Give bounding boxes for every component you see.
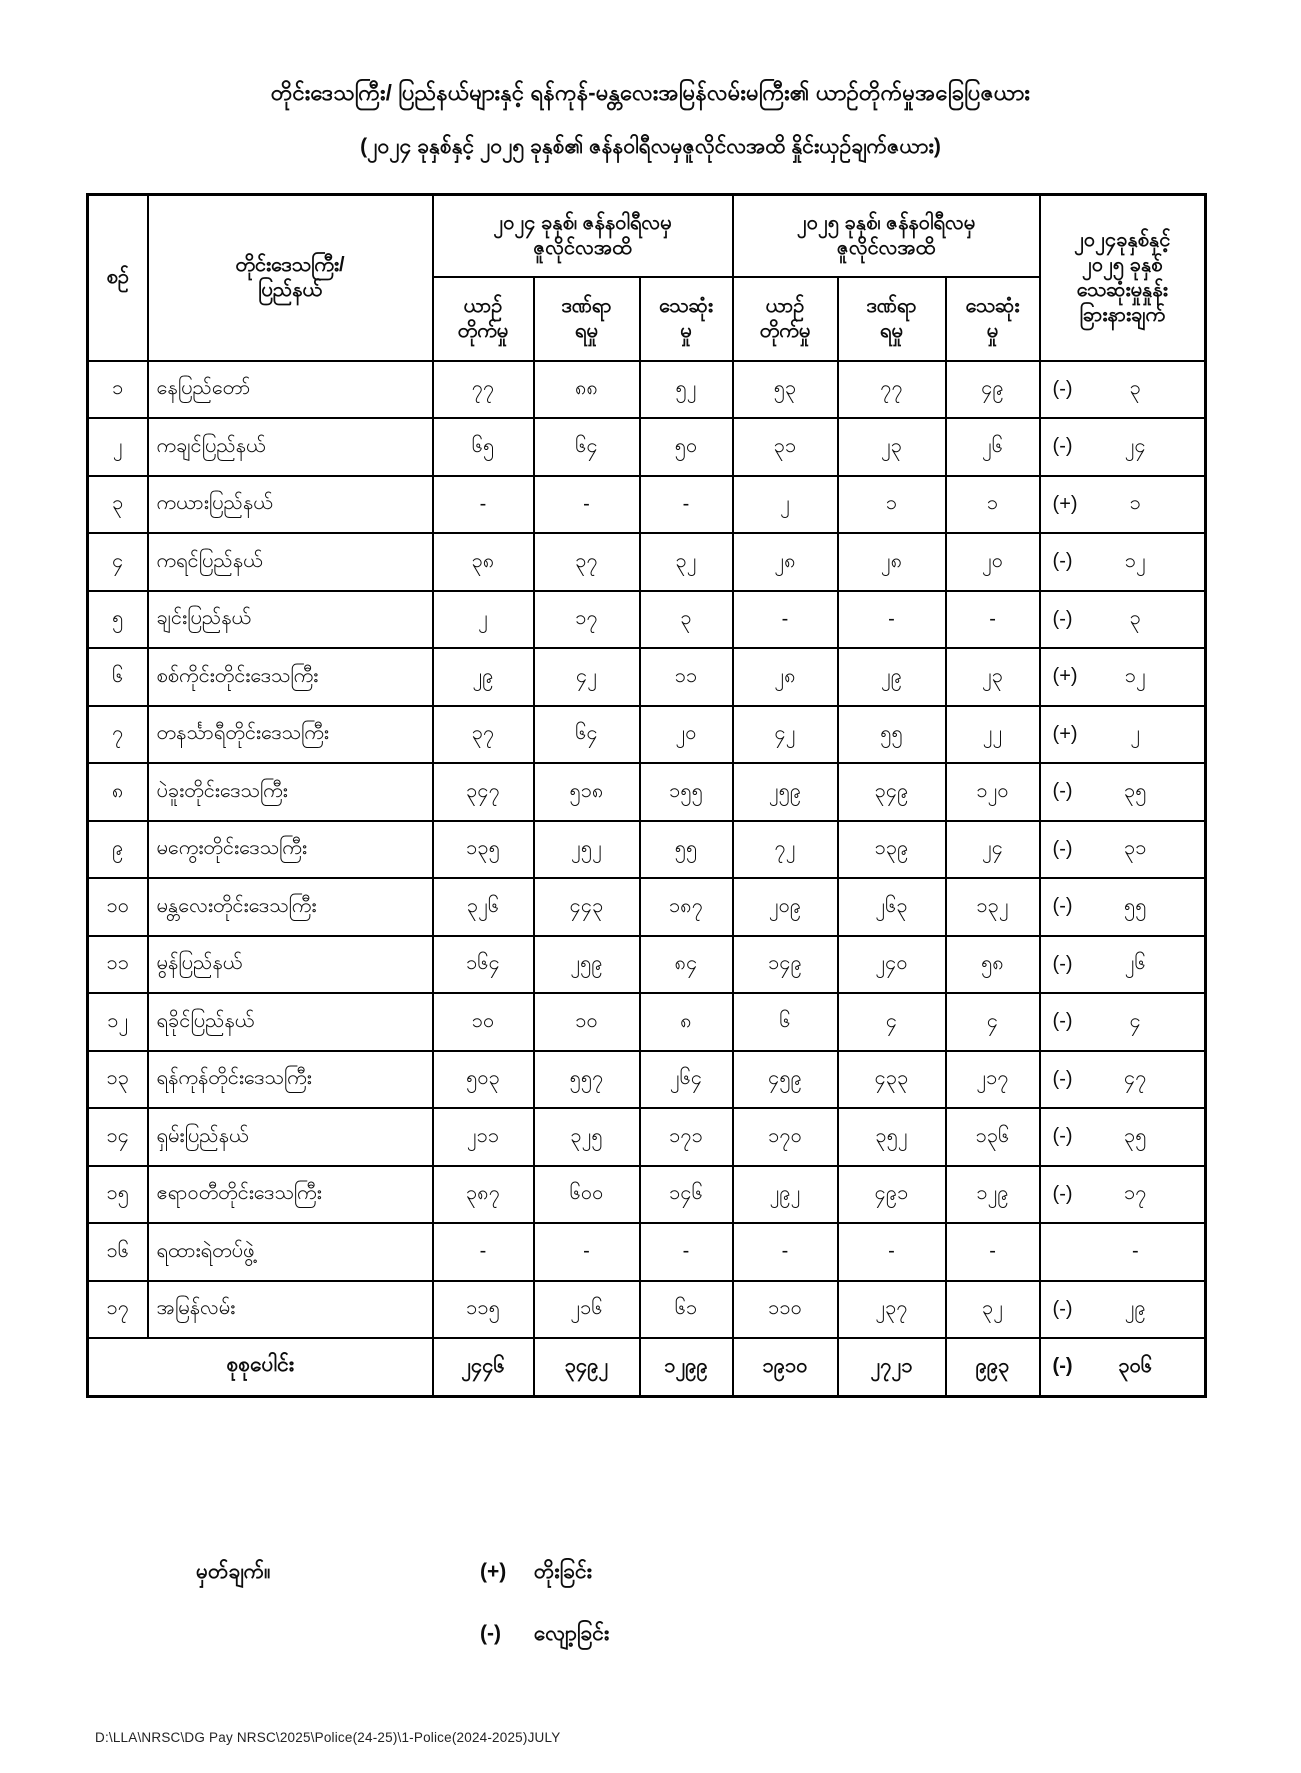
injuries-2025-cell: ၄၃၃ (838, 1051, 946, 1109)
deaths-2024-cell: ၅၂ (640, 361, 733, 419)
table-row (88, 993, 1206, 1051)
col-header-death-diff-line3: သေဆုံးမှုနှုန်း (1076, 278, 1168, 301)
col-header-death-diff (1040, 195, 1206, 361)
serial-cell: ၉ (88, 821, 148, 879)
diff-cell (1040, 361, 1206, 419)
injuries-2025-cell: - (838, 1223, 946, 1281)
col-group-2025-line1: ၂၀၂၅ ခုနှစ်၊ ဇန်နဝါရီလမှ (796, 211, 976, 234)
total-accidents-2024: ၂၄၄၆ (433, 1338, 534, 1396)
region-name-cell: မွန်ပြည်နယ် (148, 936, 433, 994)
note-increase (480, 1558, 592, 1589)
region-name-cell: ရန်ကုန်တိုင်းဒေသကြီး (148, 1051, 433, 1109)
diff-sign: (+) (1052, 665, 1078, 688)
diff-cell (1040, 476, 1206, 534)
table-row (88, 533, 1206, 591)
deaths-2025-cell: - (946, 1223, 1040, 1281)
injuries-2024-cell: ၅၅၇ (534, 1051, 640, 1109)
total-injuries-2024: ၃၄၉၂ (534, 1338, 640, 1396)
total-diff-cell (1040, 1338, 1206, 1396)
diff-cell (1040, 821, 1206, 879)
accidents-2025-cell: ၂၀၉ (733, 878, 838, 936)
col-header-accidents-2024-line2: တိုက်မှု (457, 319, 509, 342)
accidents-2024-cell: ၂ (433, 591, 534, 649)
accidents-2025-cell: ၅၃ (733, 361, 838, 419)
accidents-2025-cell: ၃၁ (733, 418, 838, 476)
diff-sign: (-) (1052, 607, 1073, 630)
deaths-2024-cell: ၅၅ (640, 821, 733, 879)
col-header-deaths-2024-line1: သေဆုံး (659, 294, 713, 317)
note-decrease (480, 1620, 609, 1651)
diff-cell (1040, 763, 1206, 821)
region-name-cell: အမြန်လမ်း (148, 1281, 433, 1339)
injuries-2024-cell: ၂၅၉ (534, 936, 640, 994)
total-deaths-2024: ၁၂၉၉ (640, 1338, 733, 1396)
accidents-2025-cell: ၄၂ (733, 706, 838, 764)
accidents-2024-cell: ၃၄၇ (433, 763, 534, 821)
diff-value: ၃၅ (1124, 779, 1147, 802)
diff-sign: (-) (1052, 837, 1073, 860)
injuries-2024-cell: ၄၄၃ (534, 878, 640, 936)
region-name-cell: ချင်းပြည်နယ် (148, 591, 433, 649)
deaths-2024-cell: - (640, 1223, 733, 1281)
accidents-2025-cell: ၁၇၀ (733, 1108, 838, 1166)
table-row (88, 1108, 1206, 1166)
deaths-2025-cell: ၅၈ (946, 936, 1040, 994)
injuries-2024-cell: ၆၀၀ (534, 1166, 640, 1224)
total-label: စုစုပေါင်း (88, 1338, 433, 1396)
table-row (88, 878, 1206, 936)
injuries-2025-cell: ၃၄၉ (838, 763, 946, 821)
diff-cell (1040, 878, 1206, 936)
injuries-2025-cell: ၁၃၉ (838, 821, 946, 879)
diff-sign: (-) (1052, 1010, 1073, 1033)
col-header-accidents-2025-line1: ယာဉ် (765, 294, 805, 317)
note-increase-sign: (+) (480, 1560, 507, 1583)
col-header-deaths-2024-line2: မှု (680, 319, 692, 342)
serial-cell: ၈ (88, 763, 148, 821)
diff-sign: (+) (1052, 722, 1078, 745)
col-group-2025-line2: ဇူလိုင်လအထိ (836, 236, 936, 259)
col-header-injuries-2025 (838, 277, 946, 361)
accidents-2025-cell: ၂ (733, 476, 838, 534)
diff-value: ၁၂ (1124, 549, 1146, 572)
table-row (88, 418, 1206, 476)
table-row (88, 591, 1206, 649)
injuries-2025-cell: ၂၃ (838, 418, 946, 476)
col-header-region (148, 195, 433, 361)
region-name-cell: နေပြည်တော် (148, 361, 433, 419)
diff-value: ၂ (1130, 722, 1141, 745)
diff-cell (1040, 418, 1206, 476)
diff-sign: (-) (1052, 780, 1073, 803)
diff-sign: (-) (1052, 1125, 1073, 1148)
col-group-2025 (733, 195, 1040, 277)
deaths-2024-cell: ၂၀ (640, 706, 733, 764)
col-header-death-diff-line1: ၂၀၂၄ခုနှစ်နှင့် (1074, 228, 1171, 251)
deaths-2025-cell: ၁၃၂ (946, 878, 1040, 936)
table-row (88, 1051, 1206, 1109)
table-row (88, 476, 1206, 534)
notes-label: မှတ်ချက်။ (196, 1560, 271, 1583)
diff-cell (1040, 1166, 1206, 1224)
deaths-2025-cell: ၁ (946, 476, 1040, 534)
deaths-2024-cell: ၈၄ (640, 936, 733, 994)
accidents-2025-cell: ၂၈ (733, 533, 838, 591)
deaths-2024-cell: ၃ (640, 591, 733, 649)
diff-cell (1040, 533, 1206, 591)
diff-value: ၂၉ (1124, 1297, 1146, 1320)
injuries-2024-cell: ၆၄ (534, 418, 640, 476)
region-name-cell: ရှမ်းပြည်နယ် (148, 1108, 433, 1166)
injuries-2025-cell: ၂၆၃ (838, 878, 946, 936)
injuries-2025-cell: ၄၉၁ (838, 1166, 946, 1224)
injuries-2025-cell: ၂၄၀ (838, 936, 946, 994)
accidents-2025-cell: ၁၄၉ (733, 936, 838, 994)
total-accidents-2025: ၁၉၁၀ (733, 1338, 838, 1396)
injuries-2024-cell: ၁၇ (534, 591, 640, 649)
region-name-cell: ကယားပြည်နယ် (148, 476, 433, 534)
total-diff-sign: (-) (1052, 1355, 1073, 1378)
injuries-2024-cell: ၃၇ (534, 533, 640, 591)
note-decrease-sign: (-) (480, 1622, 501, 1645)
note-decrease-text: လျော့ခြင်း (533, 1622, 610, 1645)
accidents-2024-cell: ၃၈၇ (433, 1166, 534, 1224)
injuries-2025-cell: ၄ (838, 993, 946, 1051)
diff-value: ၁ (1129, 492, 1141, 515)
diff-sign: (+) (1052, 492, 1078, 515)
deaths-2025-cell: ၂၂ (946, 706, 1040, 764)
table-row (88, 706, 1206, 764)
diff-value: ၅၅ (1124, 894, 1147, 917)
deaths-2025-cell: ၄၉ (946, 361, 1040, 419)
injuries-2024-cell: - (534, 1223, 640, 1281)
accidents-2024-cell: ၃၈ (433, 533, 534, 591)
accidents-2024-cell: ၅၀၃ (433, 1051, 534, 1109)
table-row (88, 936, 1206, 994)
accidents-2024-cell: ၁၁၅ (433, 1281, 534, 1339)
deaths-2024-cell: ၈ (640, 993, 733, 1051)
diff-value: ၁၇ (1124, 1182, 1147, 1205)
diff-cell (1040, 648, 1206, 706)
deaths-2024-cell: ၃၂ (640, 533, 733, 591)
deaths-2025-cell: ၂၄ (946, 821, 1040, 879)
table-row (88, 1223, 1206, 1281)
diff-sign: (-) (1052, 550, 1073, 573)
injuries-2024-cell: ၂၅၂ (534, 821, 640, 879)
col-group-2024-line1: ၂၀၂၄ ခုနှစ်၊ ဇန်နဝါရီလမှ (493, 211, 672, 234)
diff-value: - (1131, 1240, 1139, 1263)
injuries-2025-cell: ၂၈ (838, 533, 946, 591)
accident-comparison-table (86, 193, 1207, 1398)
diff-value: ၁၂ (1124, 664, 1146, 687)
injuries-2024-cell: ၁၀ (534, 993, 640, 1051)
total-deaths-2025: ၉၉၃ (946, 1338, 1040, 1396)
deaths-2024-cell: ၁၈၇ (640, 878, 733, 936)
injuries-2025-cell: ၃၅၂ (838, 1108, 946, 1166)
serial-cell: ၁၆ (88, 1223, 148, 1281)
accidents-2024-cell: ၂၁၁ (433, 1108, 534, 1166)
page-subtitle: (၂၀၂၄ ခုနှစ်နှင့် ၂၀၂၅ ခုနှစ်၏ ဇန်နဝါရီလမှဇူလိုင်လအထိ နှိုင်းယှဉ်ချက်ဇယား) (360, 135, 941, 158)
deaths-2025-cell: ၁၂၉ (946, 1166, 1040, 1224)
injuries-2024-cell: - (534, 476, 640, 534)
table-row (88, 361, 1206, 419)
region-name-cell: တနင်္သာရီတိုင်းဒေသကြီး (148, 706, 433, 764)
accidents-2025-cell: ၆ (733, 993, 838, 1051)
serial-cell: ၆ (88, 648, 148, 706)
deaths-2024-cell: ၅၀ (640, 418, 733, 476)
region-name-cell: ပဲခူးတိုင်းဒေသကြီး (148, 763, 433, 821)
diff-sign: (-) (1052, 1067, 1073, 1090)
injuries-2025-cell: ၅၅ (838, 706, 946, 764)
accidents-2024-cell: ၃၂၆ (433, 878, 534, 936)
diff-cell (1040, 1281, 1206, 1339)
accidents-2025-cell: - (733, 1223, 838, 1281)
region-name-cell: ရထားရဲတပ်ဖွဲ့ (148, 1223, 433, 1281)
region-name-cell: မန္တလေးတိုင်းဒေသကြီး (148, 878, 433, 936)
deaths-2024-cell: ၁၅၅ (640, 763, 733, 821)
serial-cell: ၄ (88, 533, 148, 591)
diff-cell (1040, 936, 1206, 994)
col-header-serial: စဉ် (88, 195, 148, 361)
accidents-2024-cell: ၇၇ (433, 361, 534, 419)
deaths-2024-cell: ၁၁ (640, 648, 733, 706)
diff-sign: (-) (1052, 435, 1073, 458)
accidents-2024-cell: ၁၀ (433, 993, 534, 1051)
col-header-injuries-2024-line1: ဒဏ်ရာ (561, 294, 612, 317)
diff-cell (1040, 1108, 1206, 1166)
col-group-2024-line2: ဇူလိုင်လအထိ (533, 236, 632, 259)
col-group-2024 (433, 195, 733, 277)
accidents-2025-cell: ၂၈ (733, 648, 838, 706)
col-header-region-line2: ပြည်နယ် (258, 278, 322, 301)
diff-cell (1040, 591, 1206, 649)
diff-cell (1040, 1223, 1206, 1281)
table-row (88, 1281, 1206, 1339)
accidents-2024-cell: ၂၉ (433, 648, 534, 706)
deaths-2025-cell: ၂၆ (946, 418, 1040, 476)
accidents-2024-cell: - (433, 476, 534, 534)
injuries-2024-cell: ၄၂ (534, 648, 640, 706)
serial-cell: ၇ (88, 706, 148, 764)
deaths-2024-cell: - (640, 476, 733, 534)
accidents-2025-cell: ၂၅၉ (733, 763, 838, 821)
note-increase-text: တိုးခြင်း (533, 1560, 592, 1583)
diff-cell (1040, 706, 1206, 764)
serial-cell: ၁၅ (88, 1166, 148, 1224)
deaths-2024-cell: ၁၇၁ (640, 1108, 733, 1166)
serial-cell: ၅ (88, 591, 148, 649)
injuries-2024-cell: ၆၄ (534, 706, 640, 764)
serial-cell: ၁၄ (88, 1108, 148, 1166)
diff-value: ၄၇ (1124, 1067, 1147, 1090)
injuries-2024-cell: ၂၁၆ (534, 1281, 640, 1339)
col-header-injuries-2025-line1: ဒဏ်ရာ (866, 294, 917, 317)
col-header-injuries-2025-line2: ရမှု (880, 319, 903, 342)
region-name-cell: မကွေးတိုင်းဒေသကြီး (148, 821, 433, 879)
region-name-cell: ကချင်ပြည်နယ် (148, 418, 433, 476)
col-header-deaths-2025-line2: မှု (986, 319, 999, 342)
diff-value: ၃၅ (1124, 1124, 1147, 1147)
deaths-2024-cell: ၆၁ (640, 1281, 733, 1339)
deaths-2025-cell: ၁၃၆ (946, 1108, 1040, 1166)
diff-cell (1040, 993, 1206, 1051)
col-header-deaths-2025-line1: သေဆုံး (965, 294, 1020, 317)
injuries-2025-cell: ၁ (838, 476, 946, 534)
col-header-deaths-2024 (640, 277, 733, 361)
injuries-2025-cell: - (838, 591, 946, 649)
total-row (88, 1338, 1206, 1396)
table-row (88, 763, 1206, 821)
file-path-footer: D:\LLA\NRSC\DG Pay NRSC\2025\Police(24-25)\1-Police(2024-2025)JULY (95, 1730, 561, 1745)
accidents-2024-cell: ၁၆၄ (433, 936, 534, 994)
col-header-accidents-2024 (433, 277, 534, 361)
accidents-2025-cell: ၁၁၀ (733, 1281, 838, 1339)
serial-cell: ၁၀ (88, 878, 148, 936)
col-header-injuries-2024-line2: ရမှု (575, 319, 598, 342)
deaths-2025-cell: ၄ (946, 993, 1040, 1051)
deaths-2025-cell: ၂၀ (946, 533, 1040, 591)
accidents-2024-cell: - (433, 1223, 534, 1281)
diff-value: ၂၆ (1124, 952, 1146, 975)
injuries-2024-cell: ၅၁၈ (534, 763, 640, 821)
diff-sign: (-) (1052, 1182, 1073, 1205)
deaths-2025-cell: - (946, 591, 1040, 649)
serial-cell: ၁၇ (88, 1281, 148, 1339)
region-name-cell: ရခိုင်ပြည်နယ် (148, 993, 433, 1051)
diff-value: ၃၁ (1124, 837, 1147, 860)
diff-sign: (-) (1052, 377, 1073, 400)
col-header-region-line1: တိုင်းဒေသကြီး/ (235, 253, 345, 276)
diff-value: ၃ (1129, 607, 1141, 630)
page-title: တိုင်းဒေသကြီး/ ပြည်နယ်များနှင့် ရန်ကုန်-မန္တလေးအမြန်လမ်းမကြီး၏ ယာဉ်တိုက်မှုအခြေပြဇယား (270, 80, 1031, 105)
total-diff-value: ၃၀၆ (1118, 1354, 1153, 1377)
injuries-2025-cell: ၇၇ (838, 361, 946, 419)
serial-cell: ၃ (88, 476, 148, 534)
deaths-2024-cell: ၂၆၄ (640, 1051, 733, 1109)
accidents-2024-cell: ၁၃၅ (433, 821, 534, 879)
col-header-accidents-2024-line1: ယာဉ် (463, 294, 503, 317)
accidents-2025-cell: ၇၂ (733, 821, 838, 879)
accidents-2025-cell: ၂၉၂ (733, 1166, 838, 1224)
total-injuries-2025: ၂၇၂၁ (838, 1338, 946, 1396)
table-row (88, 1166, 1206, 1224)
region-name-cell: ကရင်ပြည်နယ် (148, 533, 433, 591)
diff-value: ၂၄ (1124, 434, 1146, 457)
deaths-2025-cell: ၂၃ (946, 648, 1040, 706)
diff-cell (1040, 1051, 1206, 1109)
table-row (88, 648, 1206, 706)
accidents-2024-cell: ၆၅ (433, 418, 534, 476)
col-header-death-diff-line2: ၂၀၂၅ ခုနှစ် (1082, 253, 1163, 276)
region-name-cell: ဧရာဝတီတိုင်းဒေသကြီး (148, 1166, 433, 1224)
region-name-cell: စစ်ကိုင်းတိုင်းဒေသကြီး (148, 648, 433, 706)
diff-sign: (-) (1052, 952, 1073, 975)
accidents-2024-cell: ၃၇ (433, 706, 534, 764)
deaths-2025-cell: ၁၂၀ (946, 763, 1040, 821)
serial-cell: ၁၃ (88, 1051, 148, 1109)
serial-cell: ၁၂ (88, 993, 148, 1051)
diff-sign: (-) (1052, 1297, 1073, 1320)
serial-cell: ၂ (88, 418, 148, 476)
diff-value: ၃ (1129, 377, 1141, 400)
accidents-2025-cell: ၄၅၉ (733, 1051, 838, 1109)
deaths-2024-cell: ၁၄၆ (640, 1166, 733, 1224)
col-header-deaths-2025 (946, 277, 1040, 361)
injuries-2024-cell: ၈၈ (534, 361, 640, 419)
serial-cell: ၁၁ (88, 936, 148, 994)
col-header-accidents-2025 (733, 277, 838, 361)
injuries-2025-cell: ၂၉ (838, 648, 946, 706)
diff-value: ၄ (1129, 1009, 1141, 1032)
serial-cell: ၁ (88, 361, 148, 419)
document-title-block (0, 78, 1301, 164)
accidents-2025-cell: - (733, 591, 838, 649)
table-row (88, 821, 1206, 879)
injuries-2025-cell: ၂၃၇ (838, 1281, 946, 1339)
deaths-2025-cell: ၂၁၇ (946, 1051, 1040, 1109)
col-header-injuries-2024 (534, 277, 640, 361)
col-header-death-diff-line4: ခြားနားချက် (1079, 303, 1166, 326)
deaths-2025-cell: ၃၂ (946, 1281, 1040, 1339)
col-header-accidents-2025-line2: တိုက်မှု (759, 319, 811, 342)
diff-sign: (-) (1052, 895, 1073, 918)
injuries-2024-cell: ၃၂၅ (534, 1108, 640, 1166)
